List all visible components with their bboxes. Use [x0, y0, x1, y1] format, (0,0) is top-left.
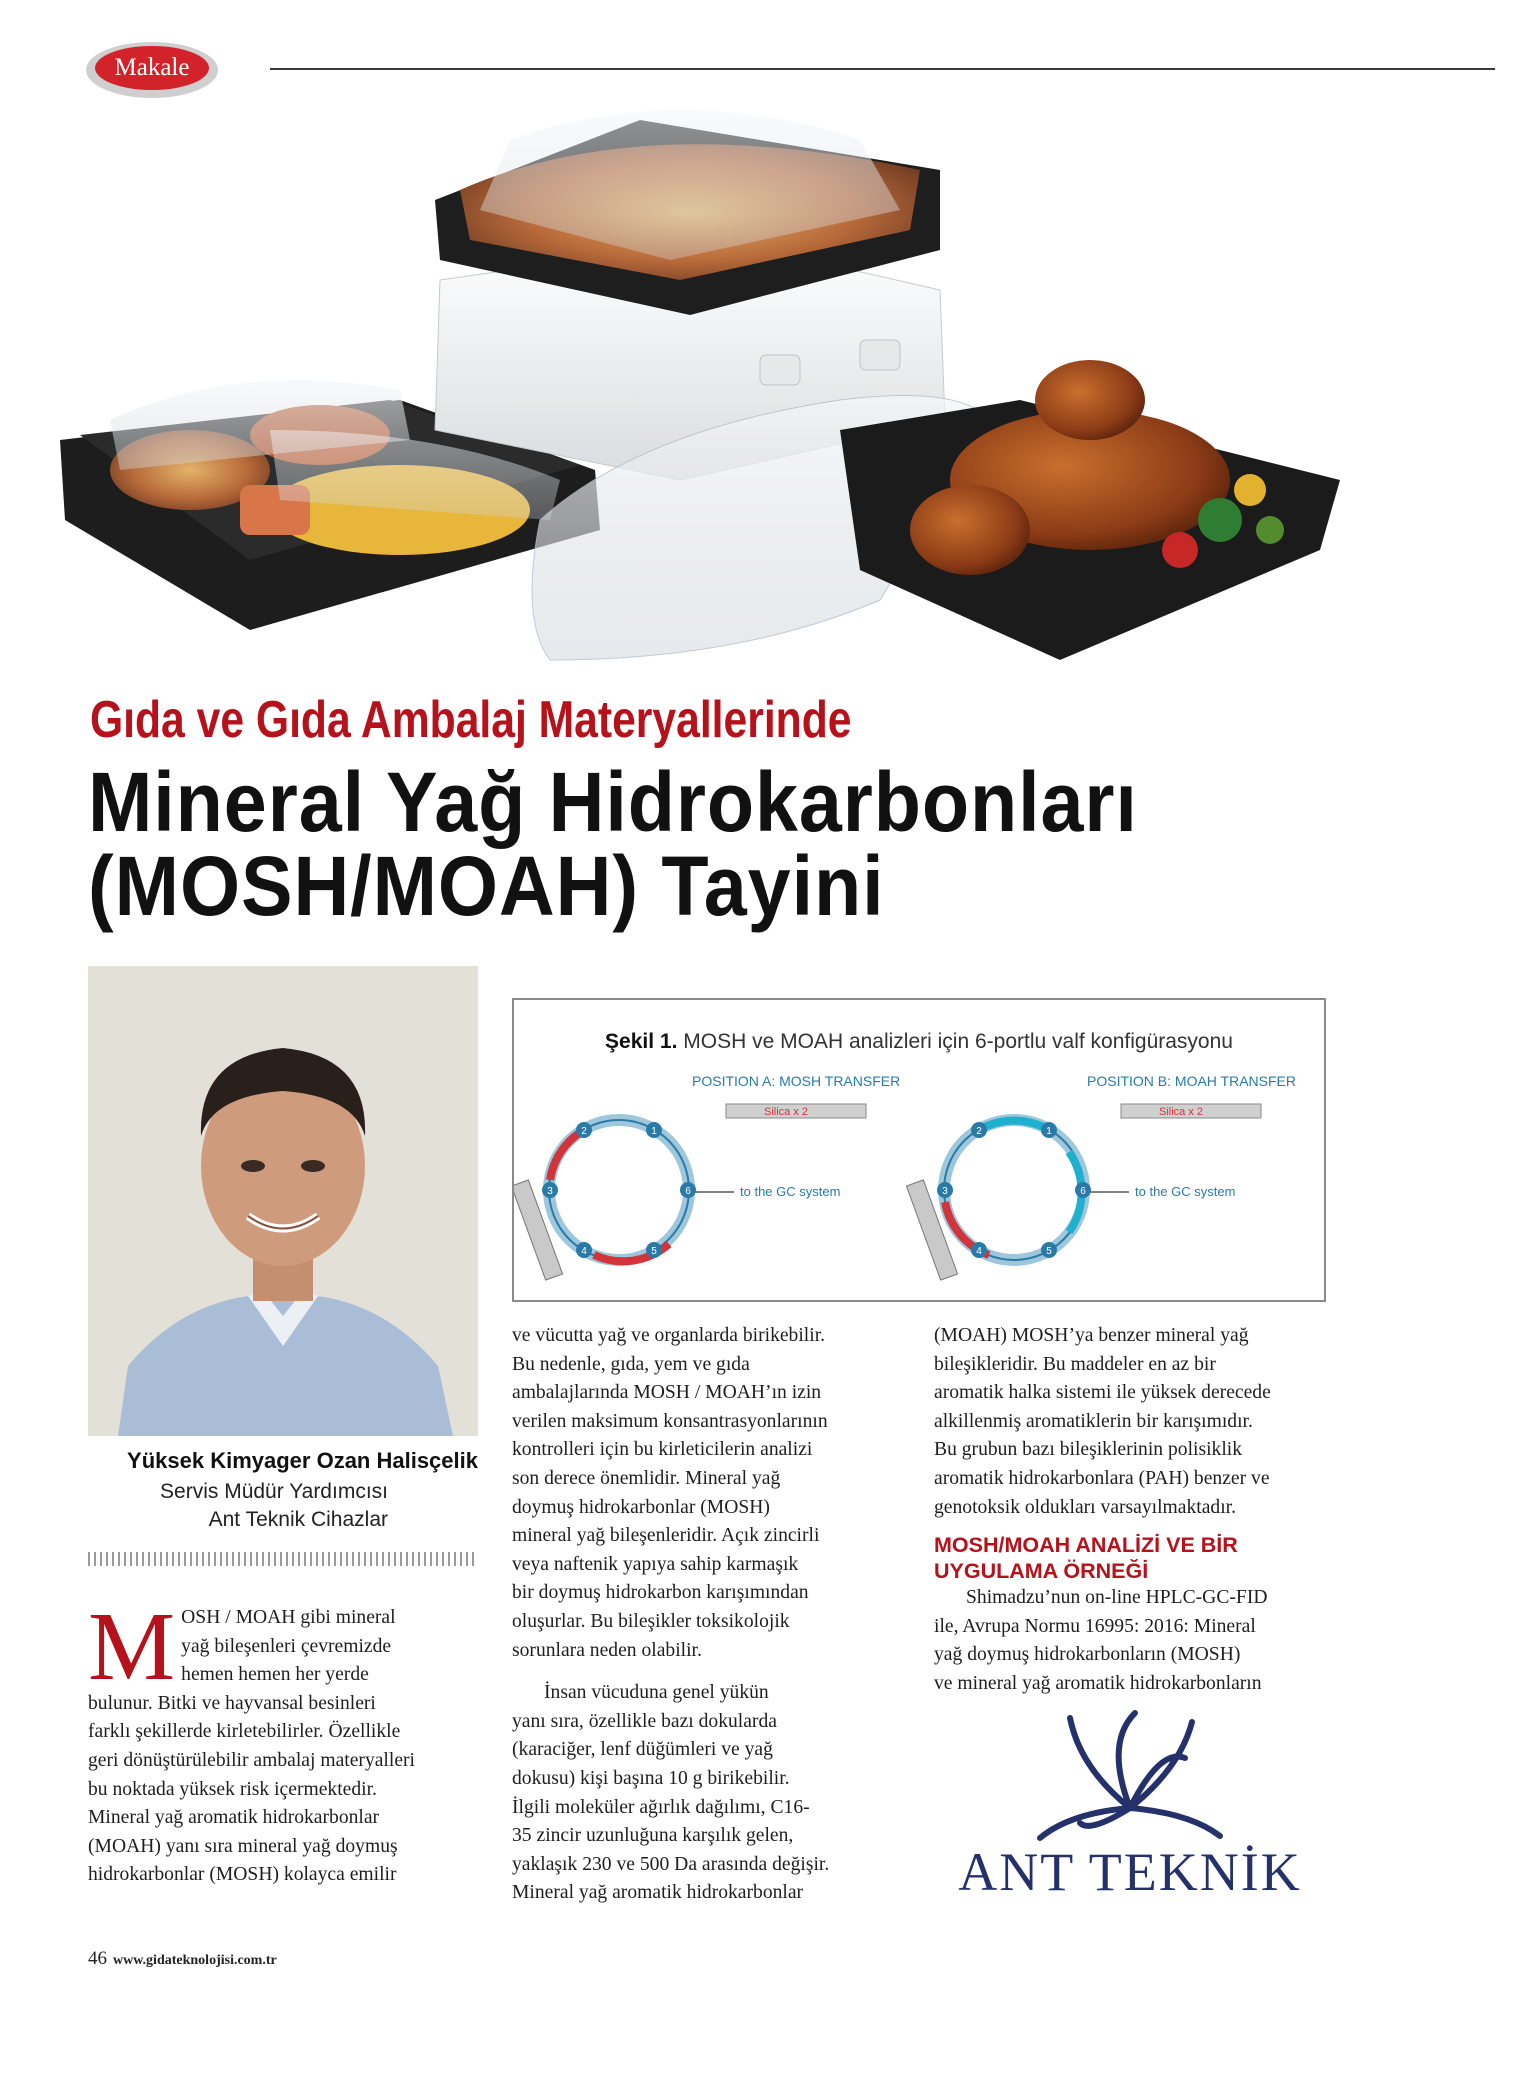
col2-line: İnsan vücuduna genel yükün — [544, 1682, 769, 1704]
panel-b-title: POSITION B: MOAH TRANSFER — [1087, 1073, 1296, 1089]
col2-line: bir doymuş hidrokarbon karışımından — [512, 1582, 809, 1604]
svg-text:2: 2 — [976, 1126, 982, 1137]
figure-caption-text: MOSH ve MOAH analizleri için 6-portlu valf konfigürasyonu — [677, 1030, 1233, 1053]
col2-line: (karaciğer, lenf düğümleri ve yağ — [512, 1739, 773, 1761]
svg-text:3: 3 — [547, 1186, 553, 1197]
page-footer — [88, 1948, 277, 1970]
article-title-line1: Mineral Yağ Hidrokarbonları — [88, 755, 1138, 849]
col2-line: mineral yağ bileşenleridir. Açık zincirli — [512, 1525, 820, 1547]
svg-text:3: 3 — [942, 1186, 948, 1197]
col1-line: yağ bileşenleri çevremizde — [181, 1635, 392, 1657]
author-photo — [88, 966, 478, 1436]
col2-line: Mineral yağ aromatik hidrokarbonlar — [512, 1882, 804, 1904]
col2-line: ambalajlarında MOSH / MOAH’ın izin — [512, 1382, 822, 1404]
logo-text: ANT TEKNİK — [958, 1842, 1302, 1902]
svg-text:4: 4 — [976, 1246, 982, 1257]
col2-line: oluşurlar. Bu bileşikler toksikolojik — [512, 1610, 790, 1632]
col1-line: OSH / MOAH gibi mineral — [181, 1607, 396, 1628]
svg-text:1: 1 — [1046, 1126, 1052, 1137]
col2-line: Bu nedenle, gıda, yem ve gıda — [512, 1353, 750, 1375]
col3-line: yağ doymuş hidrokarbonların (MOSH) — [934, 1644, 1241, 1666]
page-number: 46 — [88, 1948, 107, 1969]
figure-1 — [512, 998, 1326, 1302]
col3-line: alkillenmiş aromatiklerin bir karışımıdır. — [934, 1410, 1253, 1432]
gc-label-b: to the GC system — [1135, 1184, 1236, 1199]
col2-line: sorunlara neden olabilir. — [512, 1639, 702, 1661]
svg-text:6: 6 — [1080, 1186, 1086, 1197]
col2-line: dokusu) kişi başına 10 g birikebilir. — [512, 1767, 790, 1789]
footer-url: www.gidateknolojisi.com.tr — [113, 1953, 277, 1968]
header-rule — [270, 68, 1495, 70]
col3-line: ile, Avrupa Normu 16995: 2016: Mineral — [934, 1615, 1256, 1637]
hero-food-containers-image — [40, 100, 1360, 680]
column-2 — [512, 1322, 892, 1908]
author-divider — [88, 1552, 478, 1566]
drop-cap: M — [88, 1593, 176, 1701]
figure-caption — [514, 1030, 1324, 1054]
article-supertitle: Gıda ve Gıda Ambalaj Materyallerinde — [90, 691, 852, 749]
column-3 — [934, 1322, 1334, 1699]
section-subheading-line2: UYGULAMA ÖRNEĞİ — [934, 1559, 1149, 1584]
col2-line: yaklaşık 230 ve 500 Da arasında değişir. — [512, 1853, 830, 1875]
svg-text:4: 4 — [581, 1246, 587, 1257]
svg-text:5: 5 — [651, 1246, 657, 1257]
svg-text:2: 2 — [581, 1126, 587, 1137]
section-subheading-line1: MOSH/MOAH ANALİZİ VE BİR — [934, 1533, 1238, 1558]
panel-a — [514, 1073, 900, 1280]
col2-line: verilen maksimum konsantrasyonlarının — [512, 1410, 828, 1432]
silica-label-a: Silica x 2 — [764, 1106, 809, 1118]
valve-diagram — [514, 1062, 1324, 1292]
col3-line: aromatik halka sistemi ile yüksek derecede — [934, 1382, 1271, 1404]
col2-line: 35 zincir uzunluğuna karşılık gelen, — [512, 1825, 794, 1847]
svg-text:1: 1 — [651, 1126, 657, 1137]
author-name: Yüksek Kimyager Ozan Halisçelik — [127, 1448, 478, 1473]
svg-text:6: 6 — [685, 1186, 691, 1197]
col2-line: yanı sıra, özellikle bazı dokularda — [512, 1710, 777, 1732]
col3-line: aromatik hidrokarbonlara (PAH) benzer ve — [934, 1467, 1270, 1489]
col2-line: kontrolleri için bu kirleticilerin analizi — [512, 1439, 813, 1461]
col1-line: bulunur. Bitki ve hayvansal besinleri — [88, 1692, 376, 1714]
silica-label-b: Silica x 2 — [1159, 1106, 1204, 1118]
ant-teknik-logo — [930, 1708, 1330, 1906]
author-role: Servis Müdür Yardımcısı — [160, 1480, 388, 1503]
panel-b — [906, 1073, 1296, 1280]
col1-line: (MOAH) yanı sıra mineral yağ doymuş — [88, 1835, 398, 1857]
col2-line: ve vücutta yağ ve organlarda birikebilir. — [512, 1325, 826, 1346]
col2-line: veya naftenik yapıya sahip karmaşık — [512, 1553, 799, 1575]
article-title-line2: (MOSH/MOAH) Tayini — [88, 839, 885, 933]
author-company: Ant Teknik Cihazlar — [208, 1508, 388, 1531]
col1-line: hidrokarbonlar (MOSH) kolayca emilir — [88, 1864, 397, 1886]
col1-line: bu noktada yüksek risk içermektedir. — [88, 1778, 377, 1800]
col3-line: genotoksik oldukları varsayılmaktadır. — [934, 1496, 1237, 1518]
col2-line: son derece önemlidir. Mineral yağ — [512, 1467, 781, 1489]
col1-line: Mineral yağ aromatik hidrokarbonlar — [88, 1807, 380, 1829]
col3-line: Shimadzu’nun on-line HPLC-GC-FID — [966, 1587, 1268, 1609]
col2-line: İlgili moleküler ağırlık dağılımı, C16- — [512, 1796, 810, 1818]
col3-line: (MOAH) MOSH’ya benzer mineral yağ — [934, 1325, 1249, 1346]
col3-line: bileşikleridir. Bu maddeler en az bir — [934, 1353, 1216, 1375]
column-1 — [88, 1593, 478, 1890]
col1-line: geri dönüştürülebilir ambalaj materyalleri — [88, 1749, 415, 1771]
figure-caption-label: Şekil 1. — [605, 1030, 678, 1053]
col3-line: ve mineral yağ aromatik hidrokarbonların — [934, 1672, 1262, 1694]
gc-label-a: to the GC system — [740, 1184, 841, 1199]
col2-line: doymuş hidrokarbonlar (MOSH) — [512, 1496, 770, 1518]
svg-text:5: 5 — [1046, 1246, 1052, 1257]
section-badge: Makale — [95, 46, 209, 90]
panel-a-title: POSITION A: MOSH TRANSFER — [692, 1073, 901, 1089]
col1-line: farklı şekillerde kirletebilirler. Özellikle — [88, 1721, 401, 1743]
col1-line: hemen hemen her yerde — [181, 1664, 369, 1686]
col3-line: Bu grubun bazı bileşiklerinin polisiklik — [934, 1439, 1243, 1461]
ant-logo-mark — [1040, 1713, 1220, 1838]
